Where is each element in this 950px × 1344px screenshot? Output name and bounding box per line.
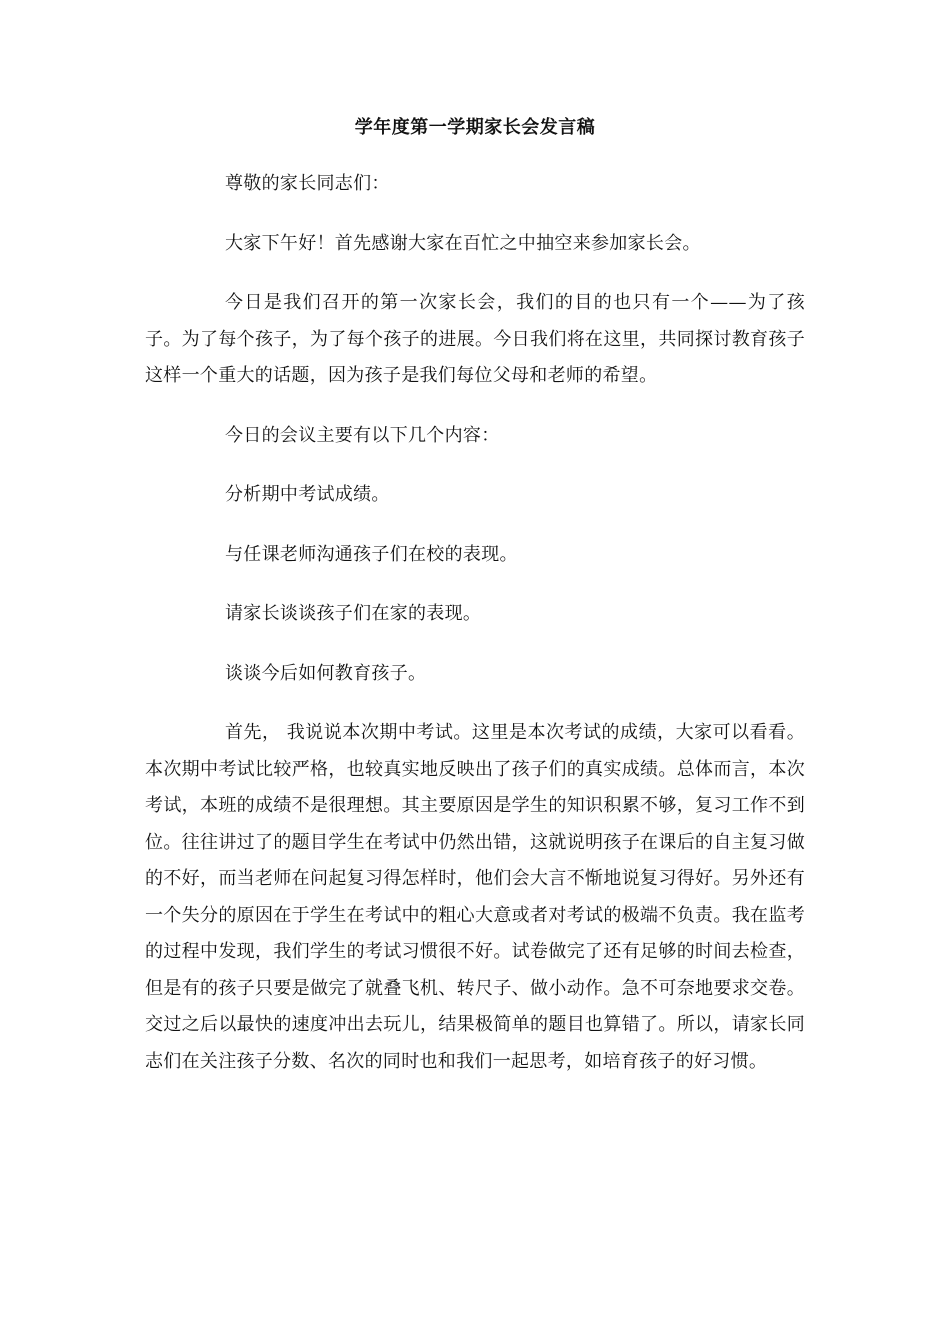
agenda-item-2: 与任课老师沟通孩子们在校的表现。 [225,543,518,565]
document-title: 学年度第一学期家长会发言稿 [354,117,596,138]
paragraph-greeting: 大家下午好！首先感谢大家在百忙之中抽空来参加家长会。 [225,232,701,254]
document-body [145,166,805,1103]
paragraph-salutation: 尊敬的家长同志们： [225,173,390,194]
paragraph-purpose: 今日是我们召开的第一次家长会，我们的目的也只有一个——为了孩子。为了每个孩子，为了每个孩子的进展。今日我们将在这里，共同探讨教育孩子这样一个重大的话题，因为孩子是我们每位父母和老师的希望。 [145,292,805,386]
paragraph-agenda-intro: 今日的会议主要有以下几个内容： [225,424,500,446]
agenda-item-4: 谈谈今后如何教育孩子。 [225,662,427,684]
agenda-item-1: 分析期中考试成绩。 [225,484,390,505]
paragraph-exam-analysis: 首先， 我说说本次期中考试。这里是本次考试的成绩，大家可以看看。本次期中考试比较严格，也较真实地反映出了孩子们的真实成绩。总体而言，本次考试，本班的成绩不是很理想。其主要原因是学生的知识积累不够，复习工作不到位。往往讲过了的题目学生在考试中仍然出错，这就说明孩子在课后的自主复习做的不好，而当老师在问起复习得怎样时，他们会大言不惭地说复习得好。另外还有一个失分的原因在于学生在考试中的粗心大意或者对考试的极端不负责。我在监考的过程中发现，我们学生的考试习惯很不好。试卷做完了还有足够的时间去检查，但是有的孩子只要是做完了就叠飞机、转尺子、做小动作。急不可奈地要求交卷。交过之后以最快的速度冲出去玩儿，结果极简单的题目也算错了。所以，请家长同志们在关注孩子分数、名次的同时也和我们一起思考，如培育孩子的好习惯。 [145,722,805,1072]
agenda-item-3: 请家长谈谈孩子们在家的表现。 [225,603,482,624]
